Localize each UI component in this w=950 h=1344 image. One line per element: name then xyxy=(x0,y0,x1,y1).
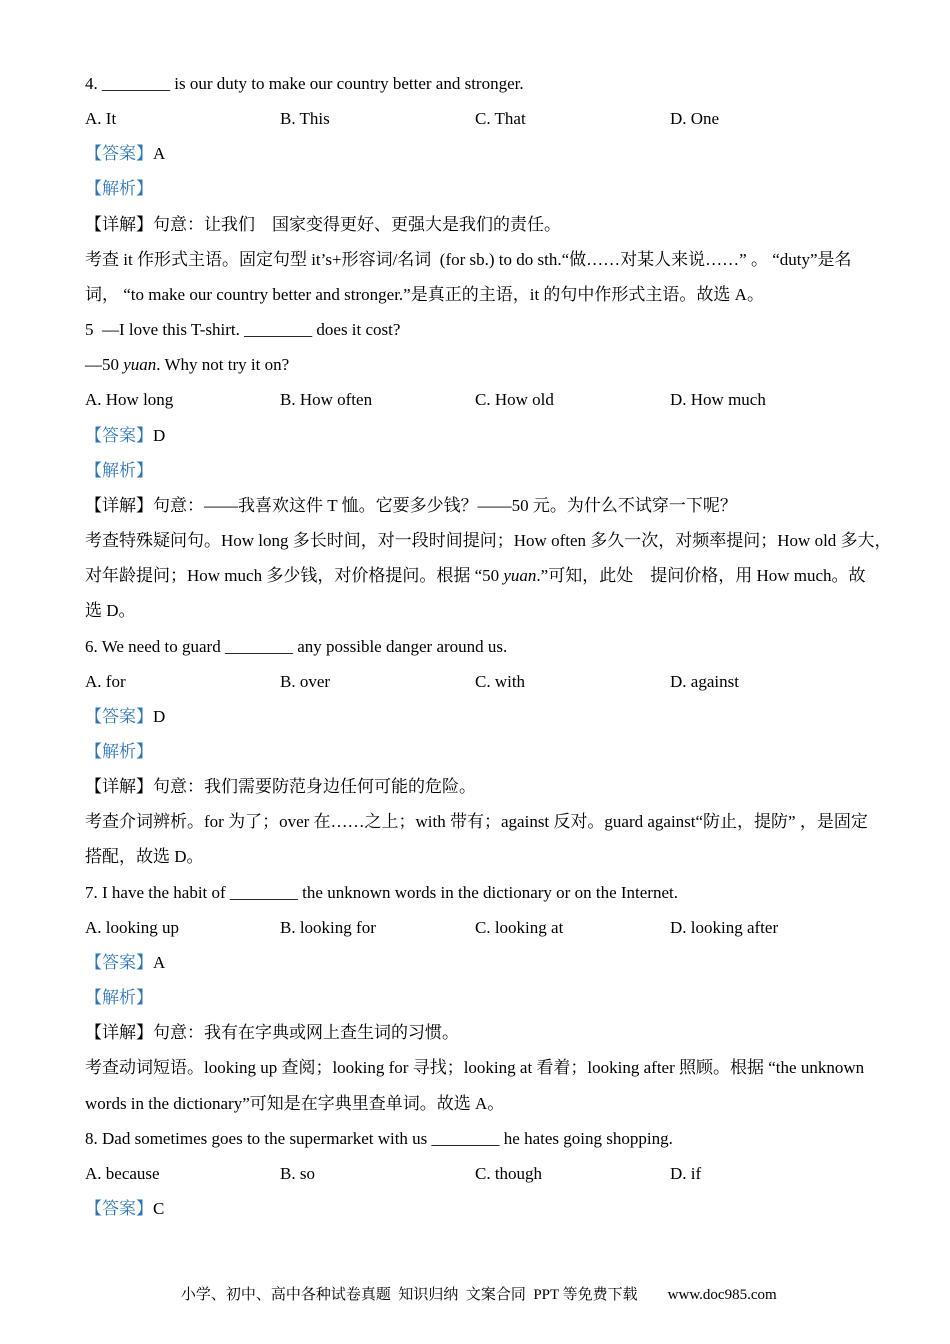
answer-label: 【答案】 xyxy=(85,1199,153,1218)
answer-label: 【答案】 xyxy=(85,706,153,726)
detail-line: 考查介词辨析。for 为了；over 在……之上；with 带有；against 反对。guard against“防止，提防” ，是固定 xyxy=(85,812,868,832)
detail-line: 搭配，故选 D。 xyxy=(85,847,204,867)
detail-line: 考查 it 作形式主语。固定句型 it’s+形容词/名词 (for sb.) to do sth.“做……对某人来说……” 。 “duty”是名 xyxy=(85,249,852,269)
text-segment: —50 xyxy=(85,355,124,375)
analysis-label-line xyxy=(85,980,890,1015)
option-a: A. looking up xyxy=(85,917,179,937)
option-d: D. if xyxy=(670,1163,702,1183)
text-segment: . Why not try it on? xyxy=(156,355,290,375)
analysis-label: 【解析】 xyxy=(85,988,153,1008)
question-stem: 6. We need to guard ________ any possible danger around us. xyxy=(85,636,508,656)
option-d: D. One xyxy=(670,109,720,129)
options-row xyxy=(85,382,890,417)
document-body xyxy=(85,66,890,1226)
question-stem: 5 —I love this T-shirt. ________ does it cost? xyxy=(85,320,401,340)
options-row xyxy=(85,664,890,699)
answer-line xyxy=(85,1191,890,1226)
option-d: D. looking after xyxy=(670,917,779,937)
options-row xyxy=(85,910,890,945)
answer-value: C xyxy=(153,1199,165,1218)
answer-label: 【答案】 xyxy=(85,144,153,164)
answer-line xyxy=(85,136,890,171)
text-segment: 对年龄提问；How much 多少钱，对价格提问。根据 “50 xyxy=(85,566,504,586)
detail-line: 考查动词短语。looking up 查阅；looking for 寻找；looking at 看着；looking after 照顾。根据 “the unknown xyxy=(85,1058,865,1078)
question-stem: 7. I have the habit of ________ the unknown words in the dictionary or on the Internet. xyxy=(85,882,678,902)
page-footer xyxy=(0,1262,950,1306)
detail-line: 词， “to make our country better and stronger.”是真正的主语，it 的句中作形式主语。故选 A。 xyxy=(85,284,764,304)
option-b: B. How often xyxy=(280,390,373,410)
analysis-label-line xyxy=(85,171,890,206)
answer-line xyxy=(85,945,890,980)
analysis-label: 【解析】 xyxy=(85,460,153,480)
question-stem: 4. ________ is our duty to make our country better and stronger. xyxy=(85,74,524,93)
option-d: D. against xyxy=(670,671,739,691)
option-c: C. though xyxy=(475,1163,543,1183)
detail-line: 考查特殊疑问句。How long 多长时间，对一段时间提问；How often 多久一次，对频率提问；How old 多大， xyxy=(85,531,892,551)
option-b: B. so xyxy=(280,1163,315,1183)
analysis-label-line xyxy=(85,453,890,488)
options-row xyxy=(85,1156,890,1191)
italic-text: yuan xyxy=(503,566,537,586)
option-b: B. over xyxy=(280,671,331,691)
answer-value: D xyxy=(153,425,166,445)
option-c: C. That xyxy=(475,109,526,129)
option-d: D. How much xyxy=(670,390,766,410)
detail-line: 选 D。 xyxy=(85,601,136,621)
detail-line: 【详解】句意：让我们 国家变得更好、更强大是我们的责任。 xyxy=(85,214,561,234)
option-b: B. This xyxy=(280,109,330,129)
text-segment: .”可知，此处 提问价格，用 How much。故 xyxy=(536,566,866,586)
question-stem xyxy=(85,347,890,382)
answer-value: D xyxy=(153,706,166,726)
detail-line: 【详解】句意：我们需要防范身边任何可能的危险。 xyxy=(85,777,476,797)
answer-value: A xyxy=(153,952,166,972)
options-row xyxy=(85,101,890,136)
analysis-label: 【解析】 xyxy=(85,741,153,761)
footer-url: www.doc985.com xyxy=(667,1287,777,1303)
option-b: B. looking for xyxy=(280,917,376,937)
detail-line: words in the dictionary”可知是在字典里查单词。故选 A。 xyxy=(85,1093,505,1113)
footer-text: 小学、初中、高中各种试卷真题 知识归纳 文案合同 PPT 等免费下载 xyxy=(180,1287,638,1303)
detail-line: 【详解】句意：——我喜欢这件 T 恤。它要多少钱？——50 元。为什么不试穿一下呢？ xyxy=(85,495,737,515)
option-c: C. looking at xyxy=(475,917,564,937)
option-a: A. How long xyxy=(85,390,174,410)
answer-line xyxy=(85,699,890,734)
detail-line xyxy=(85,558,890,593)
question-stem: 8. Dad sometimes goes to the supermarket with us ________ he hates going shopping. xyxy=(85,1128,673,1148)
option-c: C. How old xyxy=(475,390,554,410)
detail-line: 【详解】句意：我有在字典或网上查生词的习惯。 xyxy=(85,1023,459,1043)
answer-label: 【答案】 xyxy=(85,425,153,445)
italic-text: yuan xyxy=(123,355,157,375)
answer-value: A xyxy=(153,144,166,164)
answer-label: 【答案】 xyxy=(85,952,153,972)
option-c: C. with xyxy=(475,671,526,691)
analysis-label-line xyxy=(85,734,890,769)
option-a: A. because xyxy=(85,1163,160,1183)
option-a: A. for xyxy=(85,671,126,691)
answer-line xyxy=(85,418,890,453)
analysis-label: 【解析】 xyxy=(85,179,153,199)
option-a: A. It xyxy=(85,109,117,129)
